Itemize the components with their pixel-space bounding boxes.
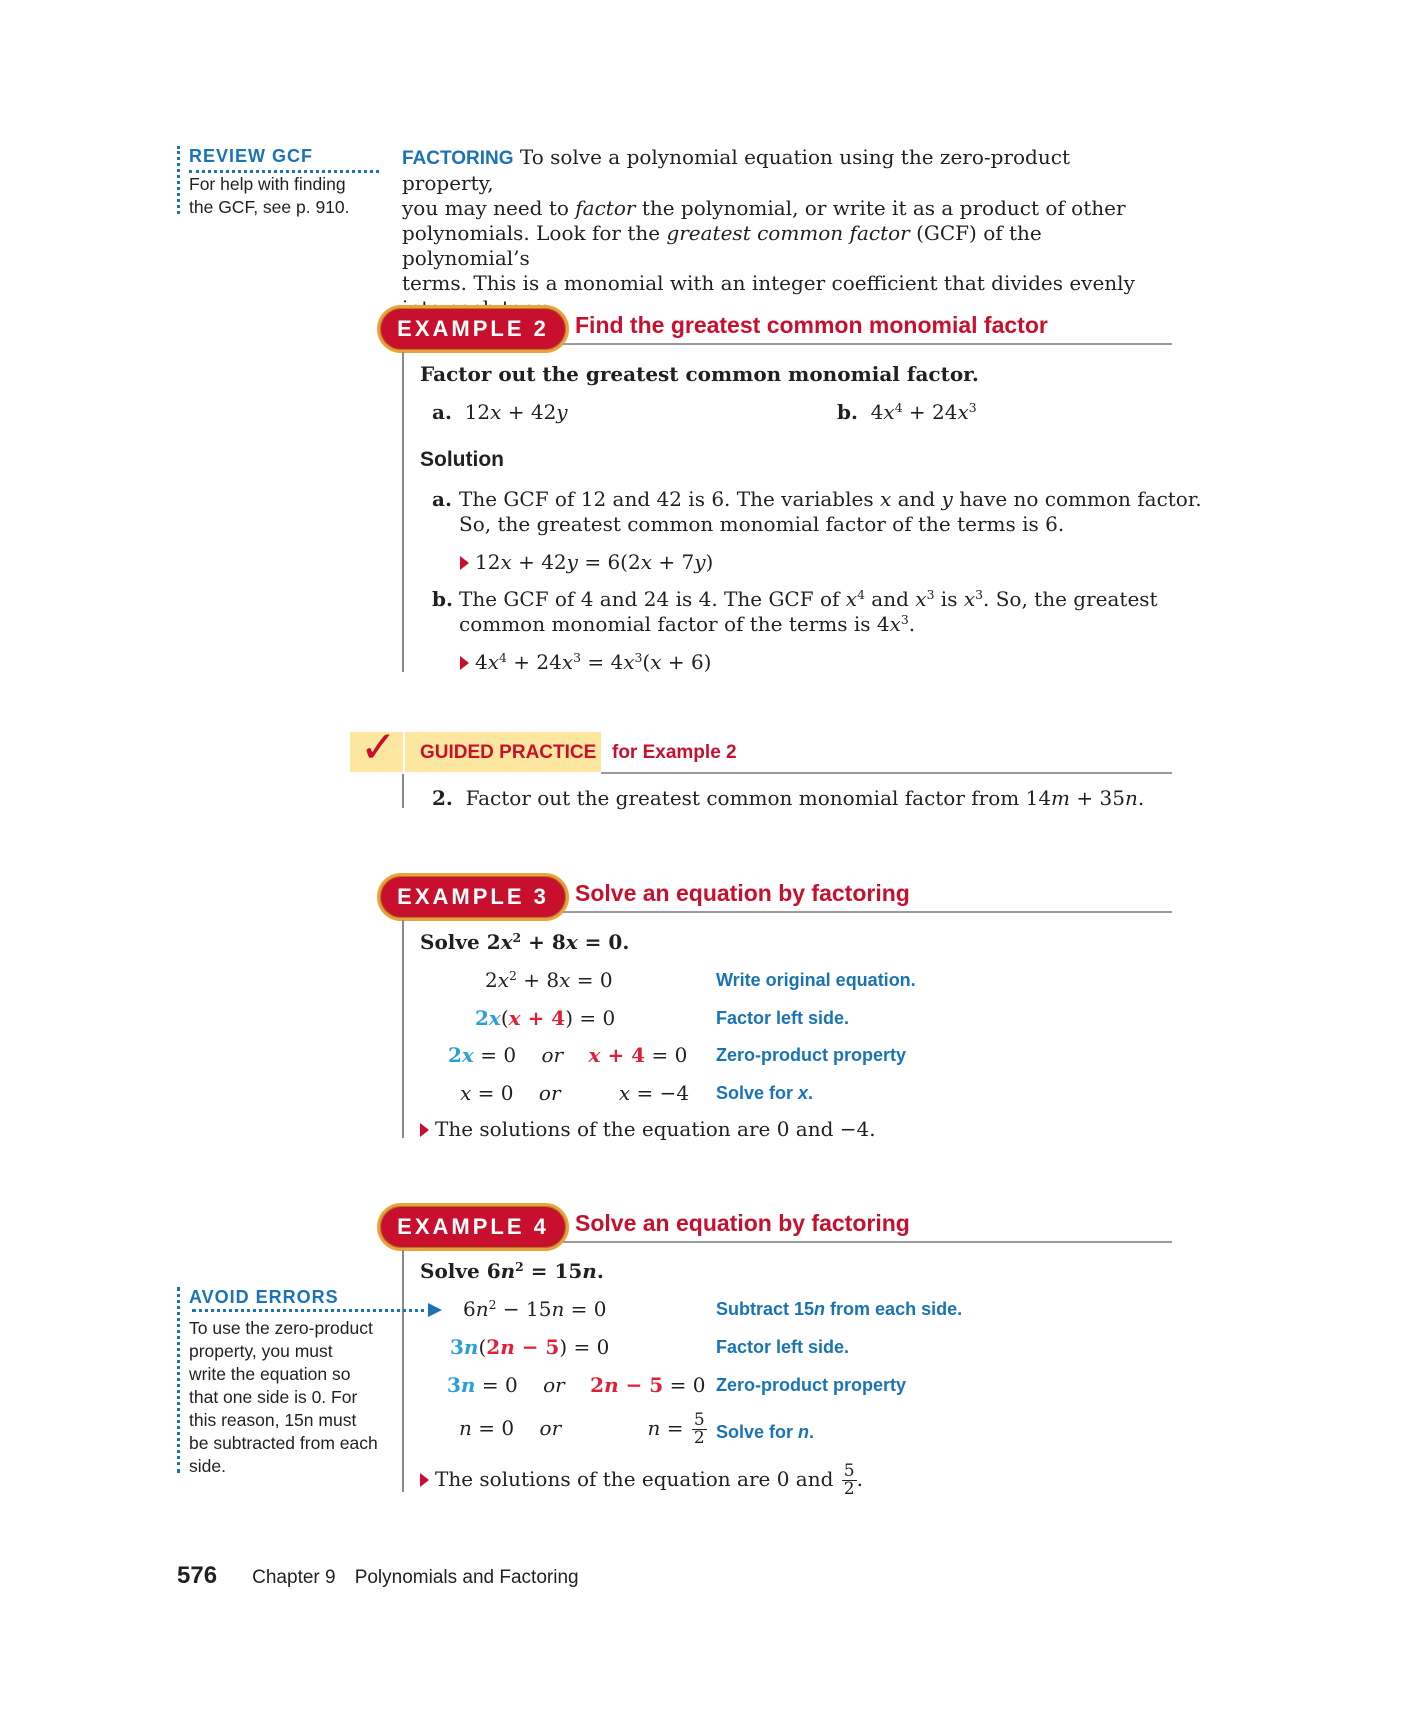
example-4-margin-line (402, 1250, 404, 1492)
example-4-prompt: Solve $6n^2 = 15n$. (420, 1259, 604, 1283)
avoid-errors-line-6: be subtracted from each (189, 1433, 378, 1453)
ex3-step-3: 2x = 0 or x + 4 = 0 (448, 1043, 688, 1067)
intro-gcf-term: greatest common factor (666, 221, 910, 245)
ex4-step-1: $6n^2 - 15n = 0$ (463, 1297, 607, 1321)
example-2-banner (377, 305, 1172, 351)
avoid-errors-heading: AVOID ERRORS (189, 1287, 339, 1307)
example-3-banner (377, 873, 1172, 919)
ex4-step-3: 3n = 0 or 2n − 5 = 0 (447, 1373, 706, 1397)
review-gcf-line-2: the GCF, see p. 910. (189, 197, 350, 217)
example-3-prompt: Solve $2x^2 + 8x = 0$. (420, 930, 630, 954)
solution-b-answer: $4x^4 + 24x^3 = 4x^3(x + 6)$ (460, 650, 711, 674)
example-3-rule (563, 911, 1172, 913)
example-2-part-a: a. 12x + 42y (432, 400, 568, 424)
answer-arrow-icon (420, 1473, 429, 1487)
guided-for-example: for Example 2 (612, 742, 737, 763)
intro-line-4: terms. This is a monomial with an integer coefficient that divides evenly (402, 271, 1135, 295)
footer-title: Polynomials and Factoring (354, 1567, 579, 1588)
intro-line-3b: (GCF) of the polynomial’s (402, 221, 1042, 270)
example-2-badge: EXAMPLE 2 (377, 305, 569, 353)
ex3-note-4: Solve for x. (716, 1083, 814, 1103)
page-footer (177, 1562, 579, 1590)
intro-line-2b: the polynomial, or write it as a product of other (641, 196, 1126, 220)
example-2-margin-line (402, 352, 404, 672)
guided-rule (601, 772, 1172, 774)
ex4-note-3: Zero-product property (716, 1375, 907, 1395)
solution-b: b. The GCF of 4 and 24 is 4. The GCF of $x^4$ and $x^3$ is $x^3$. So, the greatest common monomial factor of the terms is $4x^3$. (432, 587, 1158, 636)
intro-line-3a: polynomials. Look for the (402, 221, 661, 245)
example-2-title: Find the greatest common monomial factor (575, 312, 1048, 338)
example-4-rule (563, 1241, 1172, 1243)
ex3-step-4: x = 0 or x = −4 (460, 1081, 690, 1105)
ex4-note-1: Subtract 15n from each side. (716, 1299, 963, 1319)
ex4-step-4: n = 0 or n = $\frac{5}{2}$ (459, 1410, 705, 1448)
page-number: 576 (177, 1562, 218, 1589)
factoring-paragraph (402, 145, 1162, 321)
avoid-errors-line-7: side. (189, 1456, 226, 1476)
example-3-title: Solve an equation by factoring (575, 880, 910, 906)
intro-line-2a: you may need to (402, 196, 569, 220)
ex3-step-2: 2x(x + 4) = 0 (475, 1006, 616, 1030)
example-3-badge: EXAMPLE 3 (377, 873, 569, 921)
avoid-errors-line-3: write the equation so (189, 1364, 351, 1384)
guided-practice-banner (350, 722, 1172, 776)
example-2-rule (563, 343, 1172, 345)
review-gcf-heading: REVIEW GCF (189, 146, 379, 173)
answer-arrow-icon (420, 1123, 429, 1137)
solution-a-line-2: So, the greatest common monomial factor of the terms is 6. (459, 512, 1065, 536)
ex3-conclusion: The solutions of the equation are 0 and −4. (420, 1117, 876, 1141)
ex4-note-4: Solve for n. (716, 1422, 815, 1442)
intro-factor-term: factor (575, 196, 636, 220)
solution-a: a. The GCF of 12 and 42 is 6. The variables x and y have no common factor. So, the greatest common monomial factor of the terms is 6. (432, 487, 1202, 536)
solution-heading: Solution (420, 448, 504, 471)
solution-a-answer: 12x + 42y = 6(2x + 7y) (460, 550, 713, 574)
ex4-conclusion: The solutions of the equation are 0 and $\frac{5}{2}$ . (420, 1463, 863, 1498)
factoring-lead: FACTORING (402, 148, 514, 169)
example-2-prompt: Factor out the greatest common monomial factor. (420, 362, 979, 386)
ex3-step-1: $2x^2 + 8x = 0$ (485, 968, 613, 992)
avoid-errors-note (177, 1287, 378, 1476)
guided-margin-line (402, 774, 404, 808)
guided-label: GUIDED PRACTICE (420, 742, 597, 763)
ex3-note-2: Factor left side. (716, 1008, 850, 1028)
example-4-badge: EXAMPLE 4 (377, 1203, 569, 1251)
avoid-errors-line-2: property, you must (189, 1341, 333, 1361)
example-2-part-b: b. $4x^4 + 24x^3$ (837, 400, 977, 424)
review-gcf-note (177, 146, 379, 217)
answer-arrow-icon (460, 556, 469, 570)
guided-item: 2. Factor out the greatest common monomial factor from 14m + 35n. (432, 786, 1145, 810)
avoid-errors-line-4: that one side is 0. For (189, 1387, 358, 1407)
ex4-step-2: 3n(2n − 5) = 0 (450, 1335, 610, 1359)
check-icon: ✓ (360, 722, 397, 773)
intro-line-1: To solve a polynomial equation using the zero-product property, (402, 145, 1070, 195)
ex4-note-2: Factor left side. (716, 1337, 850, 1357)
example-3-margin-line (402, 920, 404, 1138)
example-4-banner (377, 1203, 1172, 1249)
footer-chapter: Chapter 9 (252, 1567, 336, 1588)
example-4-title: Solve an equation by factoring (575, 1210, 910, 1236)
ex3-note-3: Zero-product property (716, 1045, 907, 1065)
avoid-errors-line-1: To use the zero-product (189, 1318, 373, 1338)
review-gcf-line-1: For help with finding (189, 174, 346, 194)
ex3-note-1: Write original equation. (716, 970, 916, 990)
avoid-errors-arrow-icon (428, 1303, 442, 1317)
avoid-errors-line-5: this reason, 15n must (189, 1410, 357, 1430)
avoid-errors-dotted-line (192, 1309, 432, 1312)
answer-arrow-icon (460, 656, 469, 670)
